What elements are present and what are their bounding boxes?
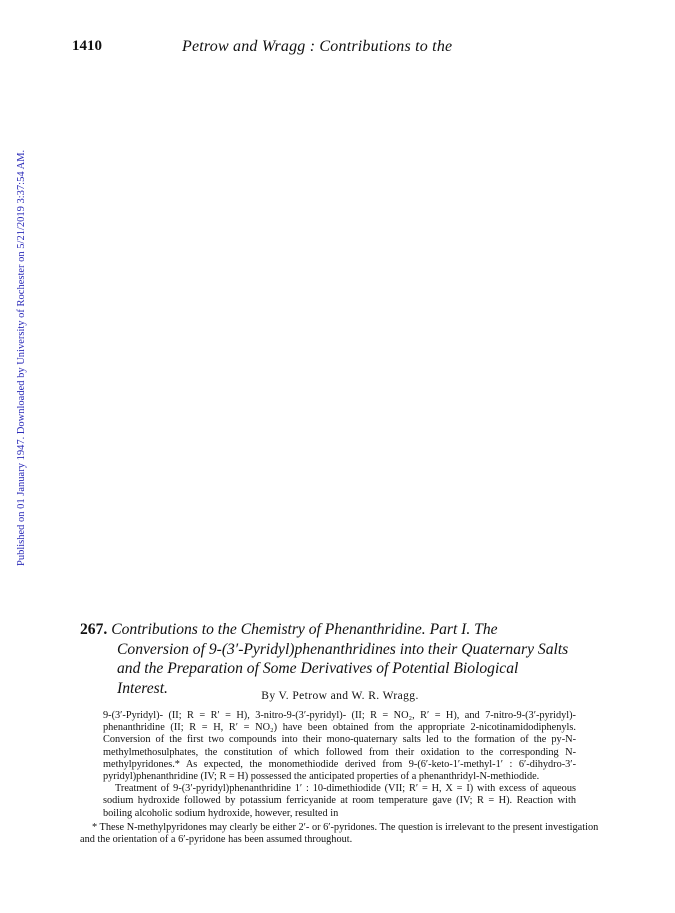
running-title: Petrow and Wragg : Contributions to the [182, 38, 453, 55]
download-note: Published on 01 January 1947. Downloaded by University of Rochester on 5/21/2019 3:37:54 AM. [16, 149, 27, 566]
author-byline: By V. Petrow and W. R. Wragg. [261, 690, 419, 702]
title-line-1: Contributions to the Chemistry of Phenanthridine. Part I. The [111, 621, 498, 638]
footnote [80, 822, 600, 846]
title-line-4: Interest. [117, 679, 168, 697]
footnote-text: * These N-methylpyridones may clearly be either 2′- or 6′-pyridones. The question is irrelevant to the present investigation and the orientation of a 6′-pyridone has been assumed throughout. [80, 822, 599, 846]
abstract [103, 710, 576, 820]
abstract-paragraph: Treatment of 9-(3′-pyridyl)phenanthridine 1′ : 10-dimethiodide (VII; R′ = H, X = I) with excess of aqueous sodium hydroxide followed by potassium ferricyanide at room temperature gave (IV; R = H). Reaction with boiling alcoholic sodium hydroxide, however, resulted in [103, 783, 576, 819]
abstract-paragraph: 9-(3′-Pyridyl)- (II; R = R′ = H), 3-nitro-9-(3′-pyridyl)- (II; R = NO₂, R′ = H), and 7-nitro-9-(3′-pyridyl)-phenanthridine (II; R = H, R′ = NO₂) have been obtained from the appropriate 2-nicotinamidodiphenyls. Conversion of the first two compounds into their mono-quaternary salts led to the formation of the py-N-methylmethosulphates, the constitution of which followed from their oxidation to the corresponding N-methylpyridones.* As expected, the monomethiodide derived from 9-(6′-keto-1′-methyl-1′ : 6′-dihydro-3′-pyridyl)phenanthridine (IV; R = H) possessed the anticipated properties of a phenanthridyl-N-methiodide. [103, 710, 576, 783]
page-header [72, 38, 592, 60]
article-title [80, 620, 600, 698]
page-number: 1410 [72, 38, 102, 54]
title-line-2: Conversion of 9-(3′-Pyridyl)phenanthridines into their Quaternary Salts [117, 640, 569, 658]
title-line-3: and the Preparation of Some Derivatives of Potential Biological [117, 660, 519, 677]
article-number: 267. [80, 621, 108, 638]
